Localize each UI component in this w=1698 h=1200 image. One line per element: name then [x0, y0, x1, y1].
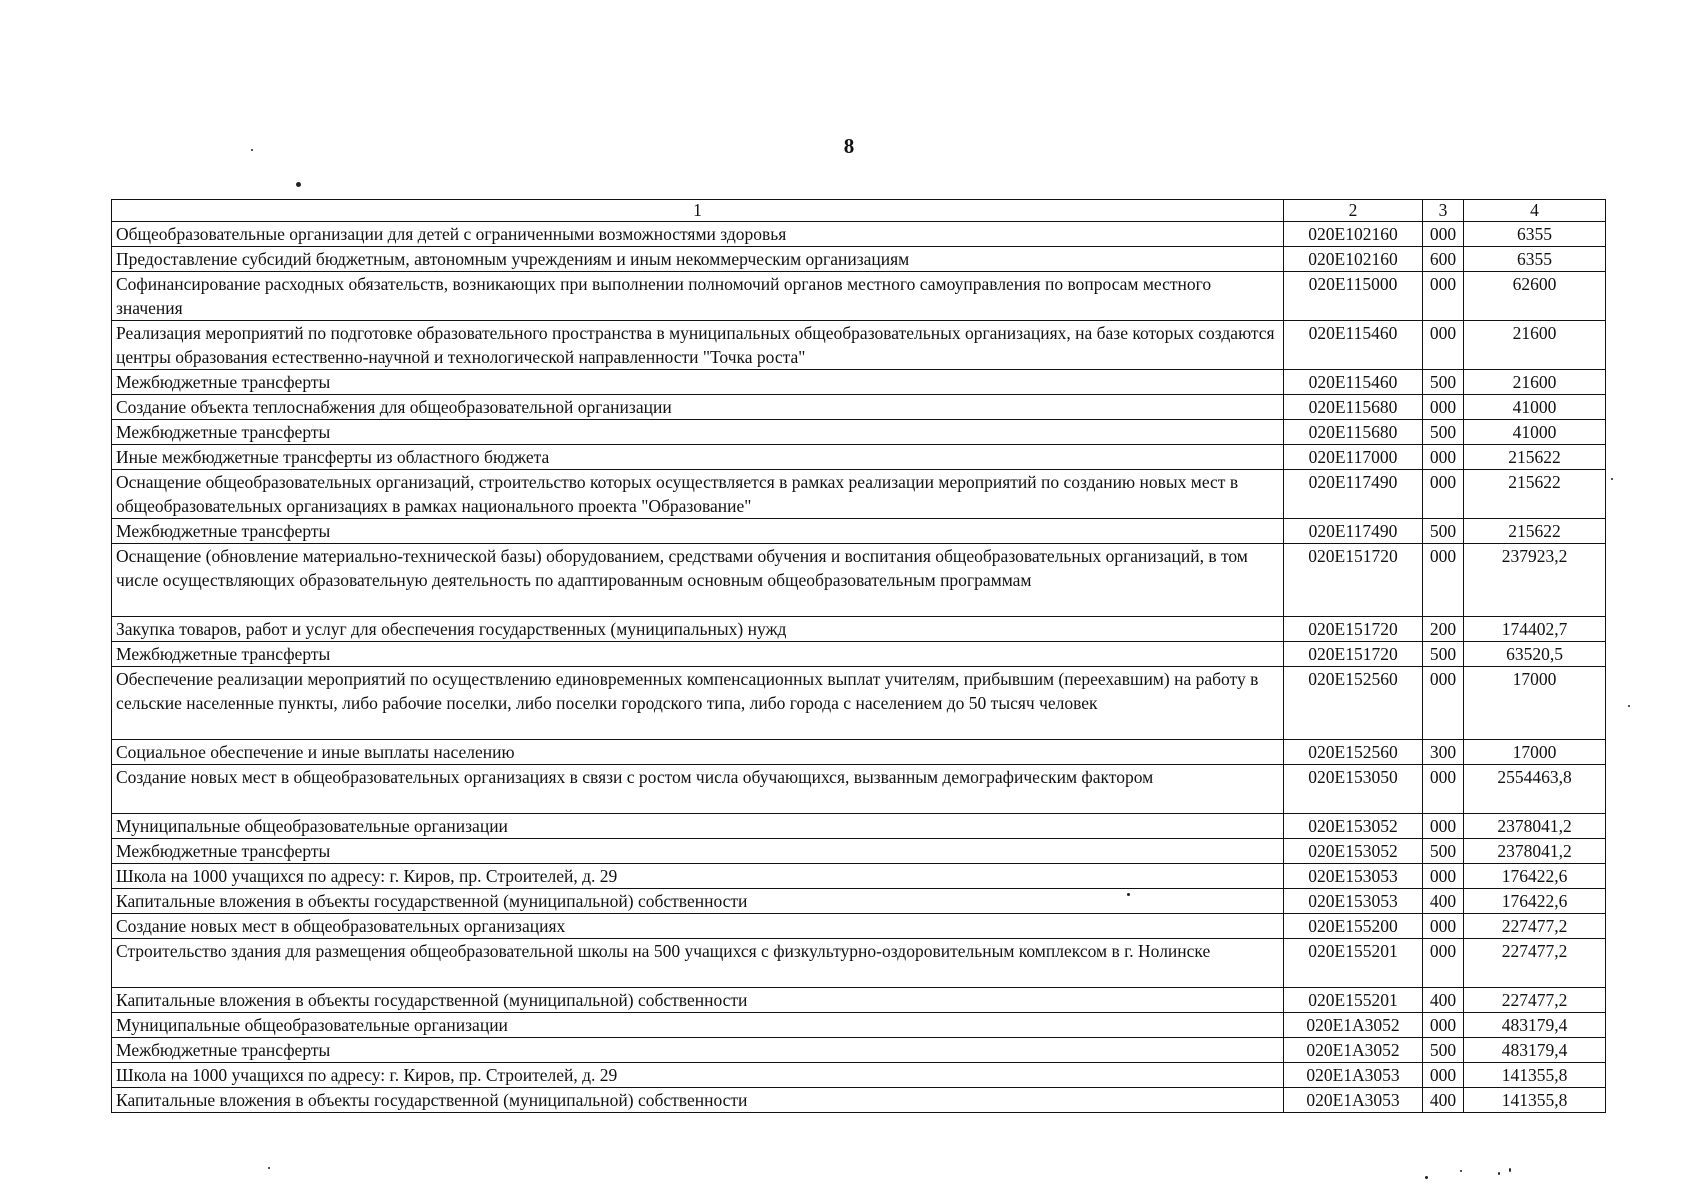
table-row [112, 765, 1606, 814]
table-row [112, 740, 1606, 765]
scan-speck [1509, 1168, 1511, 1172]
row-name-cell: Реализация мероприятий по подготовке образовательного пространства в муниципальных общеобразовательных организациях, на базе которых создаются центры образования естественно-научной и технологической направленности "Точка роста" [112, 321, 1284, 370]
table-row [112, 519, 1606, 544]
table-row [112, 1038, 1606, 1063]
scan-speck [1628, 705, 1630, 707]
row-name-cell: Иные межбюджетные трансферты из областного бюджета [112, 445, 1284, 470]
row-code-cell: 020E153053 [1284, 889, 1423, 914]
row-name-cell: Межбюджетные трансферты [112, 519, 1284, 544]
row-type-cell: 000 [1423, 864, 1464, 889]
row-name-cell: Школа на 1000 учащихся по адресу: г. Киров, пр. Строителей, д. 29 [112, 1063, 1284, 1088]
row-amount-cell: 483179,4 [1464, 1038, 1606, 1063]
header-col-2: 2 [1284, 200, 1423, 222]
row-code-cell: 020E155201 [1284, 939, 1423, 988]
scan-speck [268, 1167, 270, 1169]
header-col-1: 1 [112, 200, 1284, 222]
row-type-cell: 500 [1423, 420, 1464, 445]
row-name-cell: Создание объекта теплоснабжения для общеобразовательной организации [112, 395, 1284, 420]
row-name-cell: Капитальные вложения в объекты государственной (муниципальной) собственности [112, 1088, 1284, 1113]
row-type-cell: 400 [1423, 889, 1464, 914]
row-code-cell: 020E151720 [1284, 642, 1423, 667]
header-col-4: 4 [1464, 200, 1606, 222]
row-name-cell: Муниципальные общеобразовательные организации [112, 1013, 1284, 1038]
row-amount-cell: 215622 [1464, 445, 1606, 470]
table-row [112, 1063, 1606, 1088]
scan-speck [1498, 1172, 1500, 1175]
table-row [112, 1013, 1606, 1038]
row-code-cell: 020E1A3052 [1284, 1038, 1423, 1063]
scan-speck [296, 182, 301, 187]
row-name-cell: Капитальные вложения в объекты государственной (муниципальной) собственности [112, 988, 1284, 1013]
row-code-cell: 020E1A3053 [1284, 1088, 1423, 1113]
row-code-cell: 020E152560 [1284, 740, 1423, 765]
row-name-cell: Создание новых мест в общеобразовательных организациях [112, 914, 1284, 939]
row-code-cell: 020E153052 [1284, 839, 1423, 864]
table-row [112, 395, 1606, 420]
row-type-cell: 000 [1423, 272, 1464, 321]
row-code-cell: 020E102160 [1284, 222, 1423, 247]
table-row [112, 272, 1606, 321]
row-type-cell: 000 [1423, 395, 1464, 420]
row-code-cell: 020E115680 [1284, 395, 1423, 420]
row-name-cell: Межбюджетные трансферты [112, 370, 1284, 395]
row-amount-cell: 227477,2 [1464, 914, 1606, 939]
row-name-cell: Школа на 1000 учащихся по адресу: г. Киров, пр. Строителей, д. 29 [112, 864, 1284, 889]
row-name-cell: Межбюджетные трансферты [112, 642, 1284, 667]
table-row [112, 988, 1606, 1013]
table-row [112, 939, 1606, 988]
row-amount-cell: 237923,2 [1464, 544, 1606, 617]
table-row [112, 814, 1606, 839]
row-amount-cell: 2378041,2 [1464, 814, 1606, 839]
row-type-cell: 000 [1423, 814, 1464, 839]
row-amount-cell: 17000 [1464, 667, 1606, 740]
row-name-cell: Софинансирование расходных обязательств, возникающих при выполнении полномочий органов местного самоуправления по вопросам местного значения [112, 272, 1284, 321]
row-type-cell: 500 [1423, 1038, 1464, 1063]
row-code-cell: 020E152560 [1284, 667, 1423, 740]
row-type-cell: 000 [1423, 321, 1464, 370]
table-row [112, 889, 1606, 914]
row-code-cell: 020E153053 [1284, 864, 1423, 889]
table-row [112, 445, 1606, 470]
table-row [112, 1088, 1606, 1113]
row-code-cell: 020E1A3052 [1284, 1013, 1423, 1038]
row-amount-cell: 41000 [1464, 395, 1606, 420]
scan-speck [251, 149, 253, 151]
row-type-cell: 500 [1423, 839, 1464, 864]
table-row [112, 222, 1606, 247]
row-type-cell: 000 [1423, 222, 1464, 247]
row-type-cell: 300 [1423, 740, 1464, 765]
row-type-cell: 000 [1423, 1063, 1464, 1088]
row-name-cell: Межбюджетные трансферты [112, 1038, 1284, 1063]
row-name-cell: Предоставление субсидий бюджетным, автономным учреждениям и иным некоммерческим организациям [112, 247, 1284, 272]
row-amount-cell: 227477,2 [1464, 939, 1606, 988]
row-code-cell: 020E117000 [1284, 445, 1423, 470]
table-row [112, 914, 1606, 939]
row-type-cell: 000 [1423, 544, 1464, 617]
row-amount-cell: 21600 [1464, 370, 1606, 395]
row-code-cell: 020E1A3053 [1284, 1063, 1423, 1088]
table-row [112, 420, 1606, 445]
row-amount-cell: 2378041,2 [1464, 839, 1606, 864]
page-number: 8 [843, 134, 855, 158]
row-amount-cell: 6355 [1464, 222, 1606, 247]
row-amount-cell: 17000 [1464, 740, 1606, 765]
table-row [112, 642, 1606, 667]
row-type-cell: 500 [1423, 370, 1464, 395]
row-code-cell: 020E115680 [1284, 420, 1423, 445]
row-amount-cell: 141355,8 [1464, 1063, 1606, 1088]
row-code-cell: 020E153052 [1284, 814, 1423, 839]
budget-table [111, 199, 1606, 1113]
row-code-cell: 020E115460 [1284, 321, 1423, 370]
row-code-cell: 020E151720 [1284, 544, 1423, 617]
table-row [112, 544, 1606, 617]
row-amount-cell: 176422,6 [1464, 889, 1606, 914]
row-type-cell: 000 [1423, 667, 1464, 740]
row-type-cell: 500 [1423, 519, 1464, 544]
row-amount-cell: 141355,8 [1464, 1088, 1606, 1113]
table-row [112, 321, 1606, 370]
row-amount-cell: 174402,7 [1464, 617, 1606, 642]
row-type-cell: 200 [1423, 617, 1464, 642]
row-type-cell: 000 [1423, 939, 1464, 988]
row-name-cell: Оснащение общеобразовательных организаций, строительство которых осуществляется в рамках реализации мероприятий по созданию новых мест в общеобразовательных организациях в рамках национального проекта "Образование" [112, 470, 1284, 519]
table-row [112, 370, 1606, 395]
row-name-cell: Создание новых мест в общеобразовательных организациях в связи с ростом числа обучающихся, вызванным демографическим фактором [112, 765, 1284, 814]
table-row [112, 667, 1606, 740]
row-code-cell: 020E155201 [1284, 988, 1423, 1013]
row-code-cell: 020E151720 [1284, 617, 1423, 642]
row-name-cell: Общеобразовательные организации для детей с ограниченными возможностями здоровья [112, 222, 1284, 247]
row-code-cell: 020E115460 [1284, 370, 1423, 395]
row-type-cell: 000 [1423, 914, 1464, 939]
row-amount-cell: 2554463,8 [1464, 765, 1606, 814]
table-row [112, 864, 1606, 889]
row-name-cell: Обеспечение реализации мероприятий по осуществлению единовременных компенсационных выплат учителям, прибывшим (переехавшим) на работу в сельские населенные пункты, либо рабочие поселки, либо поселки городского типа, либо города с населением до 50 тысяч человек [112, 667, 1284, 740]
row-name-cell: Межбюджетные трансферты [112, 839, 1284, 864]
scan-speck [1425, 1176, 1428, 1179]
row-amount-cell: 215622 [1464, 470, 1606, 519]
row-code-cell: 020E102160 [1284, 247, 1423, 272]
row-amount-cell: 63520,5 [1464, 642, 1606, 667]
row-type-cell: 500 [1423, 642, 1464, 667]
row-amount-cell: 62600 [1464, 272, 1606, 321]
row-amount-cell: 227477,2 [1464, 988, 1606, 1013]
row-type-cell: 600 [1423, 247, 1464, 272]
row-name-cell: Оснащение (обновление материально-технической базы) оборудованием, средствами обучения и воспитания общеобразовательных организаций, в том числе осуществляющих образовательную деятельность по адаптированным основным общеобразовательным программам [112, 544, 1284, 617]
row-name-cell: Межбюджетные трансферты [112, 420, 1284, 445]
scan-speck [1611, 478, 1613, 480]
row-amount-cell: 176422,6 [1464, 864, 1606, 889]
table-row [112, 247, 1606, 272]
row-type-cell: 000 [1423, 1013, 1464, 1038]
header-col-3: 3 [1423, 200, 1464, 222]
table-row [112, 839, 1606, 864]
row-code-cell: 020E155200 [1284, 914, 1423, 939]
row-type-cell: 000 [1423, 445, 1464, 470]
row-code-cell: 020E115000 [1284, 272, 1423, 321]
table-header-row [112, 200, 1606, 222]
row-name-cell: Закупка товаров, работ и услуг для обеспечения государственных (муниципальных) нужд [112, 617, 1284, 642]
row-type-cell: 000 [1423, 470, 1464, 519]
scan-speck [1460, 1170, 1462, 1172]
row-type-cell: 000 [1423, 765, 1464, 814]
row-name-cell: Строительство здания для размещения общеобразовательной школы на 500 учащихся с физкультурно-оздоровительным комплексом в г. Нолинске [112, 939, 1284, 988]
row-code-cell: 020E117490 [1284, 470, 1423, 519]
row-type-cell: 400 [1423, 988, 1464, 1013]
row-name-cell: Социальное обеспечение и иные выплаты населению [112, 740, 1284, 765]
row-amount-cell: 6355 [1464, 247, 1606, 272]
row-amount-cell: 21600 [1464, 321, 1606, 370]
table-row [112, 617, 1606, 642]
row-amount-cell: 215622 [1464, 519, 1606, 544]
row-amount-cell: 41000 [1464, 420, 1606, 445]
row-type-cell: 400 [1423, 1088, 1464, 1113]
row-name-cell: Капитальные вложения в объекты государственной (муниципальной) собственности [112, 889, 1284, 914]
row-amount-cell: 483179,4 [1464, 1013, 1606, 1038]
table-row [112, 470, 1606, 519]
row-code-cell: 020E153050 [1284, 765, 1423, 814]
row-code-cell: 020E117490 [1284, 519, 1423, 544]
table-body [112, 200, 1606, 1113]
row-name-cell: Муниципальные общеобразовательные организации [112, 814, 1284, 839]
